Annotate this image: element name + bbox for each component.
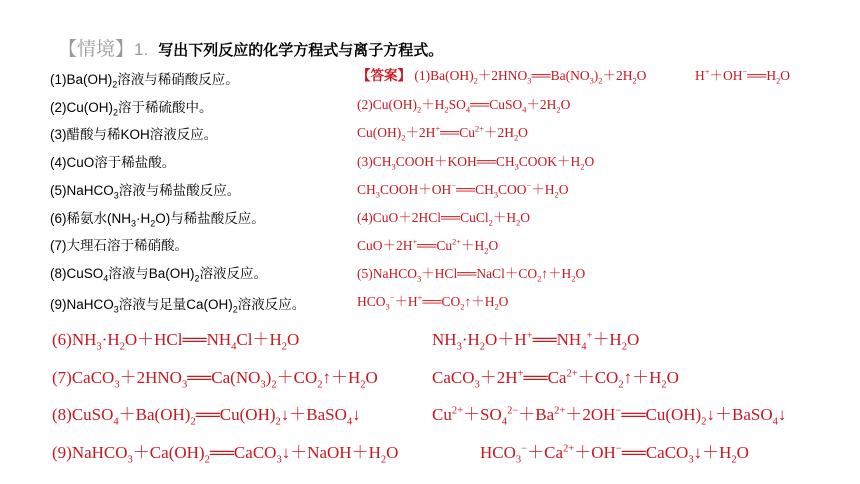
- answer-7-chemical: $(7)CaCO_3+2HNO_3══Ca(NO_3)_2+CO_2↑+H_2O$: [52, 368, 378, 391]
- answer-tag: 【答案】: [357, 68, 411, 83]
- question-6: (6)稀氨水$(NH_3\cdot H_2O)$与稀盐酸反应。: [50, 211, 265, 229]
- answer-7-ionic: $CaCO_3+2H^+══Ca^{2+}+CO_2↑+H_2O$: [432, 368, 679, 391]
- header-close-bracket: 】: [115, 39, 135, 60]
- answer-3-ionic: $CH_3COOH+OH^-══CH_3COO^-+H_2O$: [357, 181, 569, 200]
- answer-9-chemical: $(9)NaHCO_3+Ca(OH)_2══CaCO_3↓+NaOH+H_2O$: [52, 443, 399, 466]
- question-8: (8)CuSO$_4$溶液与$Ba(OH)_2$溶液反应。: [50, 266, 268, 284]
- answer-6-chemical: $(6)NH_3\cdot H_2O+HCl══NH_4Cl+H_2O$: [52, 330, 300, 353]
- answer-6-ionic: $NH_3\cdot H_2O+H^+══NH_4^++H_2O$: [432, 330, 640, 353]
- answer-3-chemical: $(3)CH_3COOH+KOH══CH_3COOK+H_2O$: [357, 154, 595, 172]
- question-3: (3)醋酸与稀KOH溶液反应。: [50, 127, 218, 142]
- header-open-bracket: 【: [58, 39, 78, 60]
- question-9: (9)NaHCO$_3$溶液与足量$Ca(OH)_2$溶液反应。: [50, 297, 306, 315]
- answer-5-ionic: $HCO_3^-+H^+══CO_2↑+H_2O$: [357, 293, 509, 312]
- answer-2-ionic: $Cu(OH)_2+2H^+══Cu^{2+}+2H_2O$: [357, 124, 528, 143]
- answer-8-ionic: $Cu^{2+}+SO_4^{2-}+Ba^{2+}+2OH^-══Cu(OH)_2↓+BaSO_4↓$: [432, 405, 787, 428]
- answer-8-chemical: $(8)CuSO_4+Ba(OH)_2══Cu(OH)_2↓+BaSO_4↓$: [52, 405, 361, 428]
- question-4: (4)CuO溶于稀盐酸。: [50, 155, 176, 170]
- answer-4-ionic: $CuO+2H^+══Cu^{2+}+H_2O$: [357, 237, 499, 256]
- question-1: $(1)Ba(OH)_2$溶液与稀硝酸反应。: [50, 72, 239, 90]
- question-header: [58, 34, 443, 61]
- question-2: $(2)Cu(OH)_2$溶于稀硫酸中。: [50, 100, 213, 118]
- answer-9-ionic: $HCO_3^-+Ca^{2+}+OH^-══CaCO_3↓+H_2O$: [480, 443, 749, 466]
- answer-1-chemical: 【答案】 $(1)Ba(OH)_2+2HNO_3══Ba(NO_3)_2+2H_2O$: [357, 68, 647, 86]
- header-instruction: 写出下列反应的化学方程式与离子方程式。: [158, 42, 444, 59]
- question-5: (5)NaHCO$_3$溶液与稀盐酸反应。: [50, 183, 241, 201]
- answer-5-chemical: $(5)NaHCO_3+HCl══NaCl+CO_2↑+H_2O$: [357, 266, 586, 284]
- answer-4-chemical: $(4)CuO+2HCl══CuCl_2+H_2O$: [357, 210, 531, 228]
- answer-1-ionic: $H^++OH^-══H_2O$: [695, 67, 791, 86]
- header-label: 情境: [77, 39, 116, 60]
- answer-2-chemical: $(2)Cu(OH)_2+H_2SO_4══CuSO_4+2H_2O$: [357, 97, 571, 115]
- header-number: 1.: [134, 40, 149, 59]
- question-7: (7)大理石溶于稀硝酸。: [50, 238, 188, 253]
